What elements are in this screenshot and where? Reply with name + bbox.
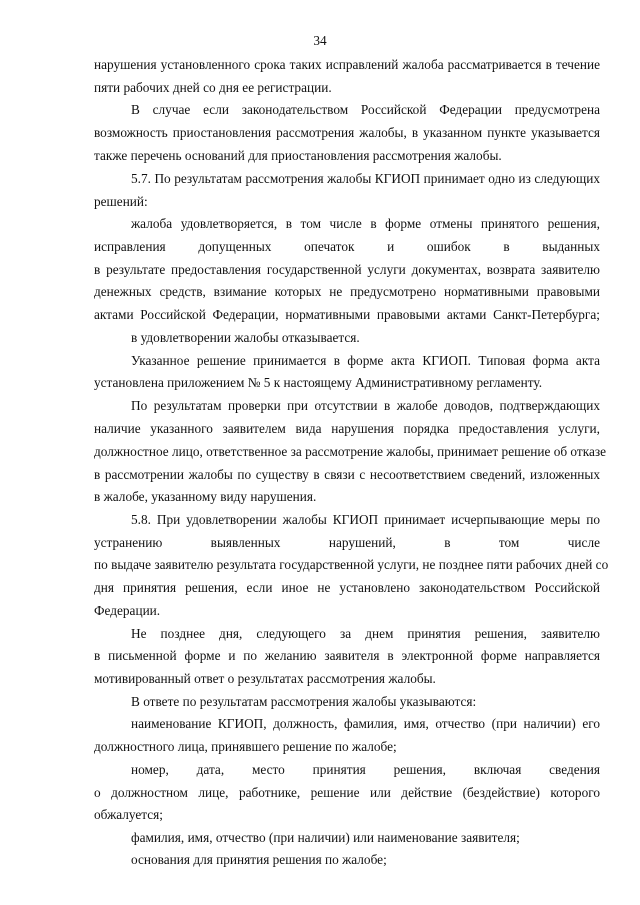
- text-line: номер, дата, место принятия решения, включая сведения: [131, 762, 600, 777]
- text-line: по выдаче заявителю результата государственной услуги, не позднее пяти рабочих дней со: [94, 557, 609, 572]
- text-line: также перечень оснований для приостановления рассмотрения жалобы.: [94, 148, 502, 163]
- text-line: решений:: [94, 194, 148, 209]
- text-line: основания для принятия решения по жалобе;: [131, 852, 387, 867]
- text-line: должностное лицо, ответственное за рассмотрение жалобы, принимает решение об отказе: [94, 444, 607, 459]
- text-line: В случае если законодательством Российской Федерации предусмотрена: [131, 102, 600, 117]
- text-line: в рассмотрении жалобы по существу в связи с несоответствием сведений, изложенных: [94, 467, 600, 482]
- text-line: возможность приостановления рассмотрения жалобы, в указанном пункте указывается: [94, 125, 600, 140]
- text-line: Не позднее дня, следующего за днем принятия решения, заявителю: [131, 626, 600, 641]
- text-line: 5.7. По результатам рассмотрения жалобы КГИОП принимает одно из следующих: [131, 171, 600, 186]
- text-line: наименование КГИОП, должность, фамилия, имя, отчество (при наличии) его: [131, 716, 600, 731]
- text-line: пяти рабочих дней со дня ее регистрации.: [94, 80, 332, 95]
- page-number: 34: [313, 33, 327, 48]
- text-line: 5.8. При удовлетворении жалобы КГИОП принимает исчерпывающие меры по: [131, 512, 600, 527]
- text-line: нарушения установленного срока таких исправлений жалоба рассматривается в течение: [94, 57, 600, 72]
- text-line: Указанное решение принимается в форме акта КГИОП. Типовая форма акта: [131, 353, 600, 368]
- text-line: актами Российской Федерации, нормативными правовыми актами Санкт-Петербурга;: [94, 307, 600, 322]
- text-line: наличие указанного заявителем вида нарушения порядка предоставления услуги,: [94, 421, 600, 436]
- text-line: Федерации.: [94, 603, 161, 618]
- text-line: в письменной форме и по желанию заявителя в электронной форме направляется: [94, 648, 600, 663]
- text-line: в жалобе, указанному виду нарушения.: [94, 489, 317, 504]
- text-line: в результате предоставления государственной услуги документах, возврата заявителю: [94, 262, 600, 277]
- text-line: в удовлетворении жалобы отказывается.: [131, 330, 360, 345]
- text-line: о должностном лице, работнике, решение или действие (бездействие) которого: [94, 785, 600, 800]
- text-line: должностного лица, принявшего решение по жалобе;: [94, 739, 397, 754]
- text-line: дня принятия решения, если иное не установлено законодательством Российской: [94, 580, 600, 595]
- text-line: установлена приложением № 5 к настоящему Административному регламенту.: [94, 375, 543, 390]
- text-line: В ответе по результатам рассмотрения жалобы указываются:: [131, 694, 477, 709]
- text-line: денежных средств, взимание которых не предусмотрено нормативными правовыми: [94, 284, 600, 299]
- text-line: обжалуется;: [94, 807, 163, 822]
- text-line: фамилия, имя, отчество (при наличии) или наименование заявителя;: [131, 830, 520, 845]
- text-line: мотивированный ответ о результатах рассмотрения жалобы.: [94, 671, 436, 686]
- text-line: исправления допущенных опечаток и ошибок в выданных: [94, 239, 600, 254]
- text-line: По результатам проверки при отсутствии в жалобе доводов, подтверждающих: [131, 398, 600, 413]
- text-line: жалоба удовлетворяется, в том числе в форме отмены принятого решения,: [131, 216, 600, 231]
- text-line: устранению выявленных нарушений, в том числе: [94, 535, 600, 550]
